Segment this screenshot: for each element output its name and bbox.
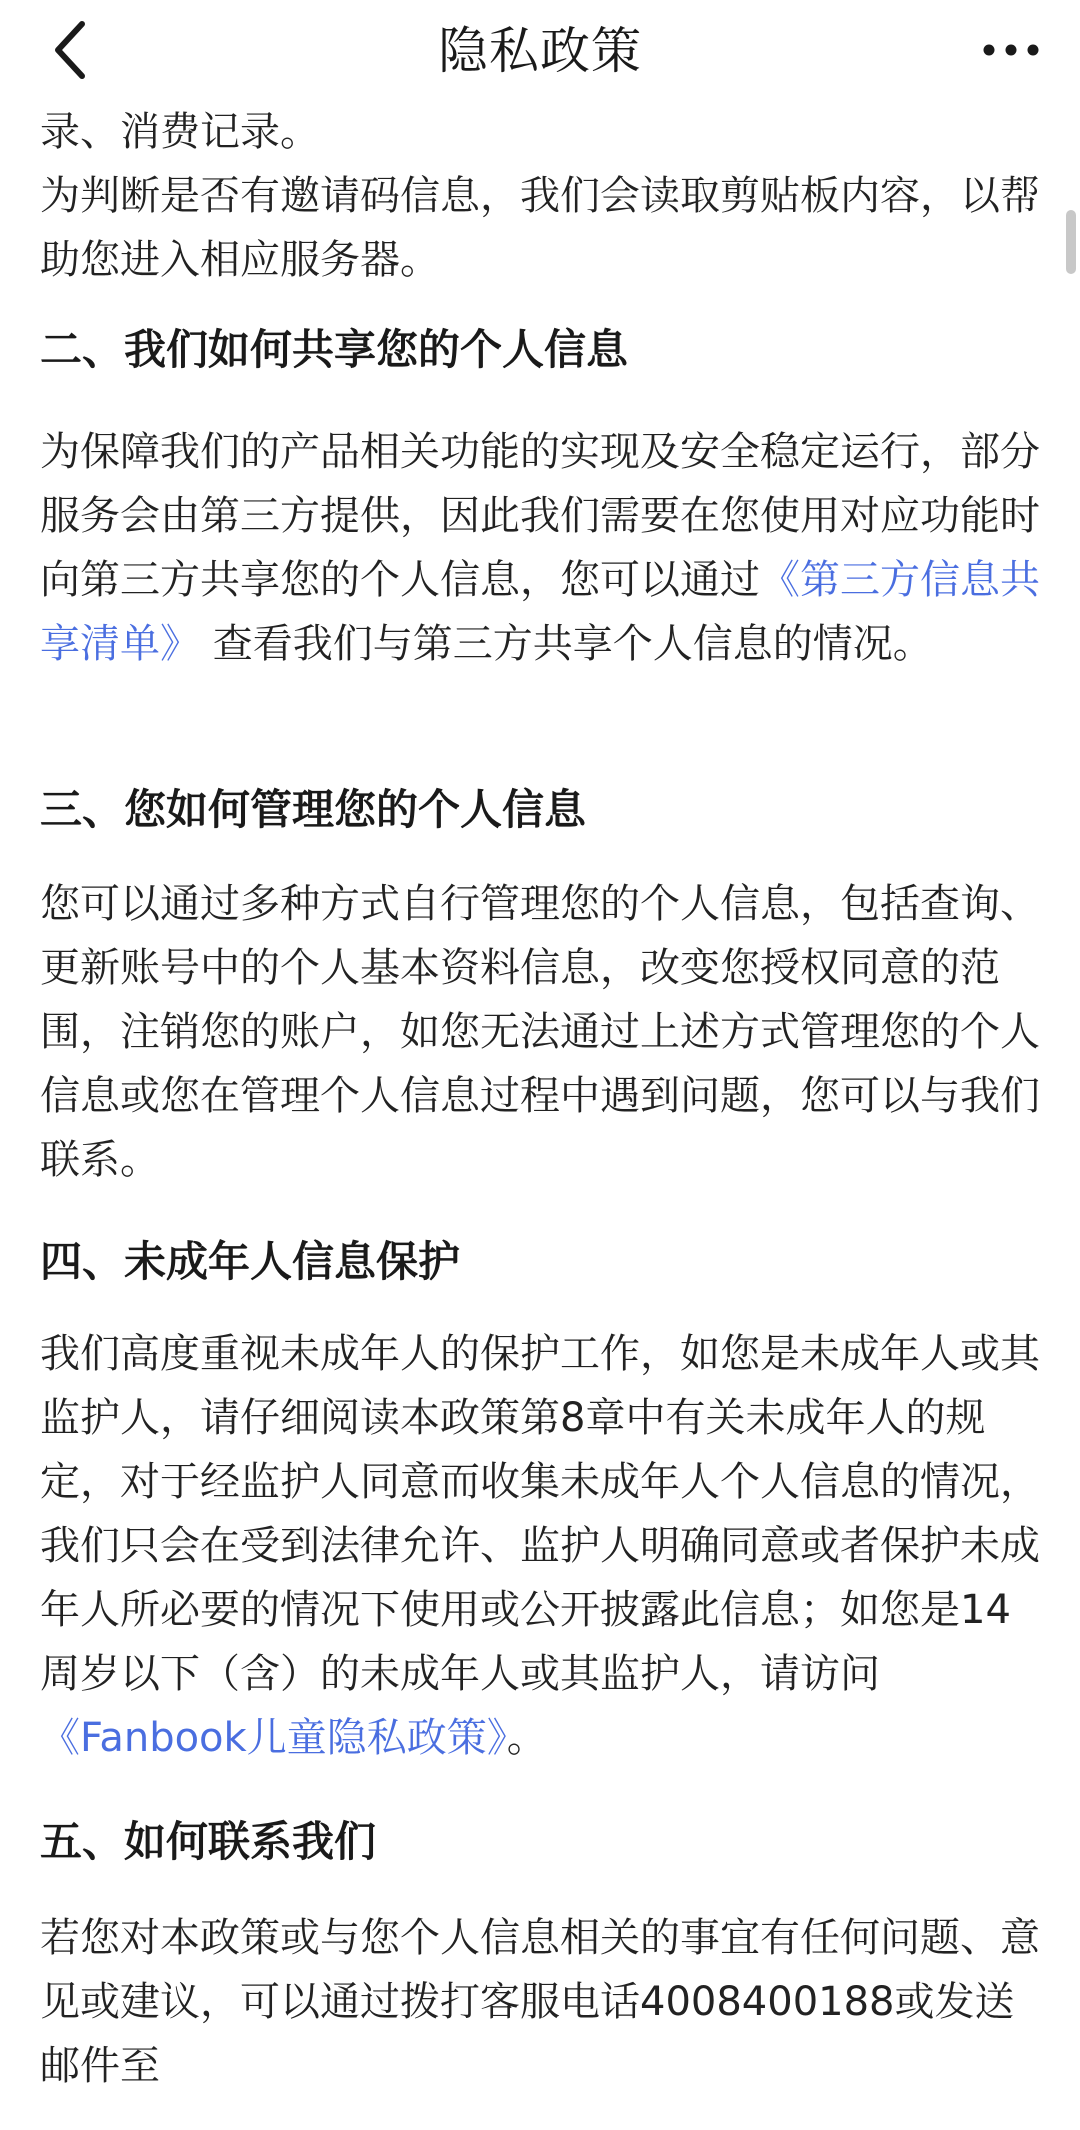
top-fragment-text: 录、消费记录。 (40, 109, 320, 155)
scrollbar[interactable] (1066, 210, 1076, 274)
section-3-paragraph: 您可以通过多种方式自行管理您的个人信息，包括查询、更新账号中的个人基本资料信息，改变您授权同意的范围，注销您的账户，如您无法通过上述方式管理您的个人信息或您在管理个人信息过程中遇到问题，您可以与我们联系。 (40, 881, 1040, 1183)
section-5-heading: 五、如何联系我们 (40, 1817, 377, 1866)
section-2-paragraph (40, 420, 1045, 676)
top-bar (0, 0, 1080, 104)
section-2-heading: 二、我们如何共享您的个人信息 (40, 325, 629, 374)
section-5-paragraph: 若您对本政策或与您个人信息相关的事宜有任何问题、意见或建议，可以通过拨打客服电话4008400188或发送邮件至 (40, 1915, 1040, 2089)
section-4-text: 我们高度重视未成年人的保护工作，如您是未成年人或其监护人，请仔细阅读本政策第8章中有关未成年人的规定，对于经监护人同意而收集未成年人个人信息的情况，我们只会在受到法律允许、监护人明确同意或者保护未成年人所必要的情况下使用或公开披露此信息；如您是14周岁以下（含）的未成年人或其监护人，请访问 (40, 1331, 1040, 1697)
clipboard-paragraph: 为判断是否有邀请码信息，我们会读取剪贴板内容，以帮助您进入相应服务器。 (40, 173, 1040, 283)
section-2-text-end: 查看我们与第三方共享个人信息的情况。 (200, 621, 933, 667)
third-party-sharing-list-link[interactable]: 《第三方信息共享清单》 (40, 557, 1040, 667)
section-2-text: 为保障我们的产品相关功能的实现及安全稳定运行，部分服务会由第三方提供，因此我们需要在您使用对应功能时向第三方共享您的个人信息，您可以通过 (40, 429, 1040, 603)
section-4-paragraph (40, 1322, 1045, 1770)
more-horizontal-icon (981, 42, 1041, 58)
section-4-heading: 四、未成年人信息保护 (40, 1237, 461, 1286)
section-4-text-end: 。 (506, 1715, 547, 1761)
section-3-heading: 三、您如何管理您的个人信息 (40, 785, 587, 834)
children-privacy-policy-link[interactable]: 《Fanbook儿童隐私政策》 (40, 1715, 507, 1761)
page-title: 隐私政策 (438, 22, 642, 80)
more-button[interactable] (976, 20, 1046, 80)
